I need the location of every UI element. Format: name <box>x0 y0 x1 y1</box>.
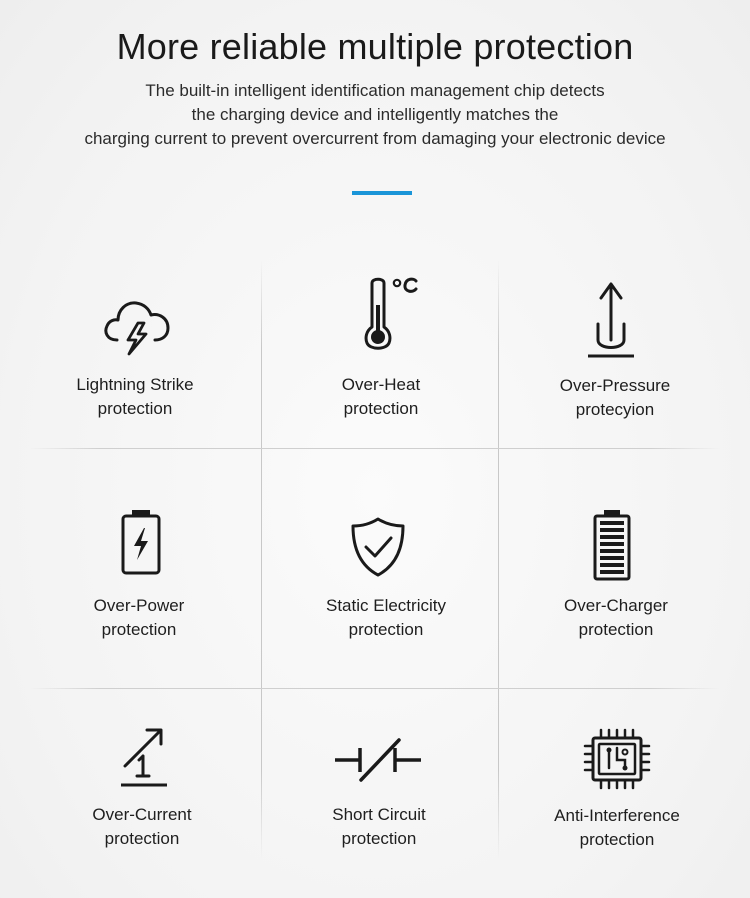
feature-over-heat <box>266 258 496 448</box>
feature-title: Over-Pressure <box>559 376 671 395</box>
feature-over-charger <box>501 450 731 688</box>
feature-title: Anti-Interference <box>554 806 680 825</box>
grid-divider <box>261 258 262 860</box>
feature-over-pressure <box>500 258 730 448</box>
feature-subtitle: protection <box>97 399 173 418</box>
grid-divider <box>30 448 720 449</box>
feature-label <box>27 803 257 851</box>
lightning-cloud-icon <box>103 296 171 361</box>
subtitle-line: charging current to prevent overcurrent from damaging your electronic device <box>84 129 666 148</box>
battery-full-icon <box>593 508 631 587</box>
chip-icon <box>583 728 651 795</box>
feature-subtitle: protection <box>348 620 424 639</box>
capacitor-switch-icon <box>333 738 423 787</box>
grid-divider <box>30 688 720 689</box>
feature-label <box>266 373 496 421</box>
feature-short-circuit <box>264 690 494 860</box>
feature-lightning-strike <box>20 258 250 448</box>
feature-title: Over-Charger <box>564 596 668 615</box>
feature-subtitle: protection <box>101 620 177 639</box>
feature-label <box>20 373 250 421</box>
feature-title: Static Electricity <box>326 596 446 615</box>
thermometer-celsius-icon <box>360 275 422 360</box>
feature-anti-interference <box>502 690 732 860</box>
feature-over-power <box>24 450 254 688</box>
feature-label <box>501 594 731 642</box>
feature-title: Lightning Strike <box>76 375 194 394</box>
feature-title: Short Circuit <box>332 805 426 824</box>
page-title: More reliable multiple protection <box>116 26 634 67</box>
feature-label <box>502 804 732 852</box>
pressure-arrow-icon <box>588 278 636 363</box>
feature-subtitle: protecyion <box>575 400 655 419</box>
feature-title: Over-Current <box>92 805 192 824</box>
shield-check-icon <box>349 516 407 583</box>
feature-subtitle: protection <box>343 399 419 418</box>
feature-subtitle: protection <box>104 829 180 848</box>
feature-subtitle: protection <box>341 829 417 848</box>
feature-over-current <box>27 690 257 860</box>
feature-label <box>264 803 494 851</box>
feature-title: Over-Heat <box>341 375 421 394</box>
accent-divider <box>352 191 412 195</box>
page-subtitle <box>20 79 730 151</box>
feature-subtitle: protection <box>578 620 654 639</box>
subtitle-line: The built-in intelligent identification management chip detects <box>145 81 605 100</box>
subtitle-line: the charging device and intelligently matches the <box>191 105 559 124</box>
feature-subtitle: protection <box>579 830 655 849</box>
current-meter-icon <box>119 726 173 793</box>
feature-title: Over-Power <box>93 596 185 615</box>
feature-static-electricity <box>271 450 501 688</box>
battery-bolt-icon <box>120 508 162 581</box>
feature-label <box>24 594 254 642</box>
feature-label <box>500 374 730 422</box>
feature-label <box>271 594 501 642</box>
